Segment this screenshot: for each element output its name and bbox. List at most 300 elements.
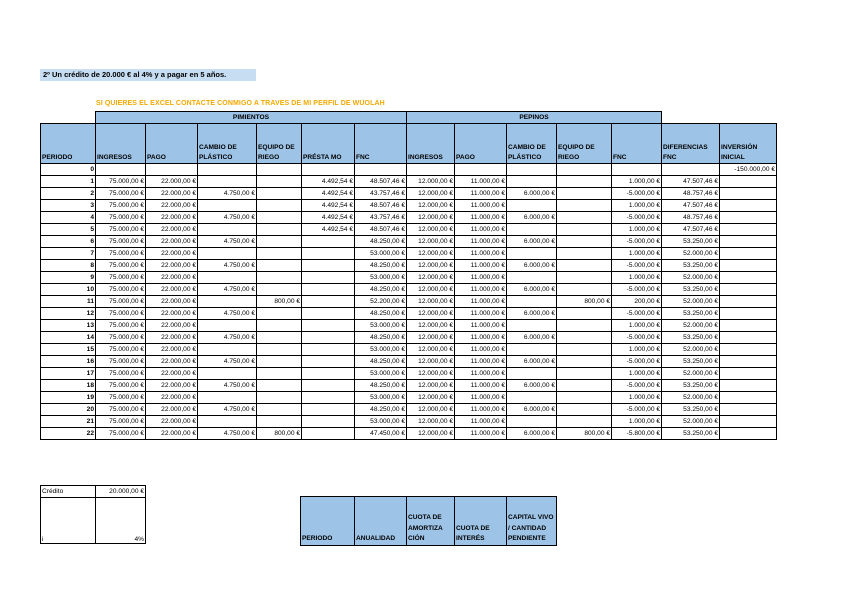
table-cell: 4.492,54 € [302, 200, 355, 212]
table-cell [257, 392, 302, 404]
table-cell [507, 164, 557, 176]
table-cell: 75.000,00 € [96, 332, 146, 344]
table-cell: 53.250,00 € [662, 284, 720, 296]
table-cell: 6.000,00 € [507, 428, 557, 440]
period-cell: 17 [41, 368, 96, 380]
table-cell: 12.000,00 € [407, 404, 455, 416]
table-cell [557, 236, 612, 248]
table-cell [257, 260, 302, 272]
table-cell: 47.450,00 € [355, 428, 407, 440]
table-cell [257, 356, 302, 368]
table-cell: 52.000,00 € [662, 296, 720, 308]
table-cell: 53.000,00 € [355, 416, 407, 428]
table-cell: 43.757,46 € [355, 188, 407, 200]
table-cell: 43.757,46 € [355, 212, 407, 224]
amortization-header: CAPITAL VIVO / CANTIDAD PENDIENTE [507, 497, 557, 546]
table-cell: 12.000,00 € [407, 284, 455, 296]
period-cell: 19 [41, 392, 96, 404]
table-cell: 1.000,00 € [612, 320, 662, 332]
table-cell: 75.000,00 € [96, 260, 146, 272]
table-cell: 11.000,00 € [455, 248, 507, 260]
table-cell: 1.000,00 € [612, 272, 662, 284]
table-cell [257, 224, 302, 236]
table-row [41, 380, 777, 392]
table-cell: 1.000,00 € [612, 416, 662, 428]
table-cell: 800,00 € [257, 296, 302, 308]
table-cell [507, 368, 557, 380]
table-cell [720, 260, 777, 272]
table-cell: 6.000,00 € [507, 380, 557, 392]
table-cell [302, 416, 355, 428]
table-cell: 1.000,00 € [612, 200, 662, 212]
table-cell: 75.000,00 € [96, 284, 146, 296]
table-cell: 22.000,00 € [146, 272, 198, 284]
table-cell: -5.000,00 € [612, 236, 662, 248]
table-cell [557, 344, 612, 356]
table-cell: 6.000,00 € [507, 212, 557, 224]
table-cell: 52.000,00 € [662, 272, 720, 284]
table-cell [507, 248, 557, 260]
cash-flow-table [40, 111, 777, 440]
rate-label: i [41, 498, 96, 544]
table-cell [302, 272, 355, 284]
table-cell: 4.750,00 € [198, 188, 257, 200]
table-cell: 11.000,00 € [455, 308, 507, 320]
column-header: PRÉSTA MO [302, 124, 355, 164]
table-cell: 11.000,00 € [455, 200, 507, 212]
table-cell [720, 416, 777, 428]
column-header: CAMBIO DE PLÁSTICO [198, 124, 257, 164]
table-cell: -5.000,00 € [612, 404, 662, 416]
table-cell [720, 428, 777, 440]
table-cell: -5.000,00 € [612, 188, 662, 200]
table-cell [302, 392, 355, 404]
table-cell [507, 416, 557, 428]
period-cell: 13 [41, 320, 96, 332]
table-cell: 75.000,00 € [96, 176, 146, 188]
table-cell [720, 296, 777, 308]
table-cell: 22.000,00 € [146, 356, 198, 368]
table-row [41, 176, 777, 188]
table-row [41, 368, 777, 380]
table-cell: 75.000,00 € [96, 296, 146, 308]
table-cell: 4.492,54 € [302, 212, 355, 224]
table-cell: 11.000,00 € [455, 224, 507, 236]
table-cell: 4.750,00 € [198, 212, 257, 224]
table-cell: 6.000,00 € [507, 308, 557, 320]
table-cell: 75.000,00 € [96, 188, 146, 200]
table-cell [257, 212, 302, 224]
table-cell: 22.000,00 € [146, 332, 198, 344]
table-cell [557, 212, 612, 224]
table-cell [507, 320, 557, 332]
table-cell: 53.250,00 € [662, 308, 720, 320]
exercise-heading: 2º Un crédito de 20.000 € al 4% y a pagar en 5 años. [40, 69, 256, 81]
rate-value: 4% [96, 498, 146, 544]
table-cell: 53.250,00 € [662, 356, 720, 368]
table-cell: 11.000,00 € [455, 380, 507, 392]
table-cell: 53.250,00 € [662, 260, 720, 272]
table-cell: 48.250,00 € [355, 332, 407, 344]
table-cell [720, 308, 777, 320]
table-cell: 53.000,00 € [355, 272, 407, 284]
table-cell: 75.000,00 € [96, 416, 146, 428]
table-cell [557, 260, 612, 272]
table-cell [302, 380, 355, 392]
table-cell [557, 404, 612, 416]
table-cell: 48.250,00 € [355, 404, 407, 416]
table-cell: 11.000,00 € [455, 236, 507, 248]
table-cell [507, 296, 557, 308]
table-cell: 800,00 € [557, 428, 612, 440]
table-cell: 22.000,00 € [146, 416, 198, 428]
table-cell [198, 320, 257, 332]
group-header-row [41, 112, 777, 124]
table-cell: 12.000,00 € [407, 188, 455, 200]
period-cell: 7 [41, 248, 96, 260]
table-cell: 6.000,00 € [507, 356, 557, 368]
table-row [41, 212, 777, 224]
table-cell: -5.000,00 € [612, 380, 662, 392]
table-cell: 1.000,00 € [612, 248, 662, 260]
table-cell [720, 212, 777, 224]
amortization-table [300, 496, 557, 546]
table-cell: 75.000,00 € [96, 236, 146, 248]
period-cell: 3 [41, 200, 96, 212]
table-cell: -150.000,00 € [720, 164, 777, 176]
table-cell [557, 176, 612, 188]
table-cell [557, 356, 612, 368]
table-cell: 4.750,00 € [198, 428, 257, 440]
table-cell [302, 332, 355, 344]
table-cell: 11.000,00 € [455, 320, 507, 332]
table-cell: 6.000,00 € [507, 188, 557, 200]
table-cell: -5.000,00 € [612, 356, 662, 368]
table-cell: 11.000,00 € [455, 344, 507, 356]
table-cell [302, 248, 355, 260]
table-cell: 22.000,00 € [146, 224, 198, 236]
table-row [41, 344, 777, 356]
table-cell: 12.000,00 € [407, 368, 455, 380]
period-cell: 20 [41, 404, 96, 416]
table-cell [198, 248, 257, 260]
table-cell: 12.000,00 € [407, 260, 455, 272]
table-cell: 11.000,00 € [455, 284, 507, 296]
column-header: FNC [612, 124, 662, 164]
table-row [41, 356, 777, 368]
period-cell: 4 [41, 212, 96, 224]
table-cell [557, 200, 612, 212]
table-cell: 12.000,00 € [407, 332, 455, 344]
table-cell: -5.000,00 € [612, 284, 662, 296]
table-cell: 4.750,00 € [198, 260, 257, 272]
table-cell [557, 224, 612, 236]
table-row [41, 332, 777, 344]
table-cell: 75.000,00 € [96, 392, 146, 404]
table-cell [257, 164, 302, 176]
table-cell [407, 164, 455, 176]
table-cell [257, 416, 302, 428]
table-cell: 22.000,00 € [146, 320, 198, 332]
table-row [41, 392, 777, 404]
table-cell [198, 296, 257, 308]
credit-amount: 20.000,00 € [96, 486, 146, 498]
table-cell [257, 308, 302, 320]
table-row [41, 236, 777, 248]
table-cell [507, 200, 557, 212]
table-cell: 52.200,00 € [355, 296, 407, 308]
table-cell: 12.000,00 € [407, 392, 455, 404]
table-cell: 53.000,00 € [355, 368, 407, 380]
table-cell: 52.000,00 € [662, 344, 720, 356]
period-cell: 18 [41, 380, 96, 392]
table-cell [720, 320, 777, 332]
table-cell [612, 164, 662, 176]
table-cell: 22.000,00 € [146, 212, 198, 224]
table-cell: 22.000,00 € [146, 308, 198, 320]
table-cell [257, 404, 302, 416]
table-cell: 4.750,00 € [198, 356, 257, 368]
table-cell: 12.000,00 € [407, 272, 455, 284]
table-cell [720, 188, 777, 200]
period-cell: 1 [41, 176, 96, 188]
table-cell: 22.000,00 € [146, 404, 198, 416]
table-cell: 22.000,00 € [146, 428, 198, 440]
table-cell: 4.750,00 € [198, 404, 257, 416]
table-cell: 75.000,00 € [96, 248, 146, 260]
table-cell: 22.000,00 € [146, 344, 198, 356]
table-cell: 12.000,00 € [407, 428, 455, 440]
table-cell: 75.000,00 € [96, 380, 146, 392]
column-header: INGRESOS [96, 124, 146, 164]
table-cell [507, 224, 557, 236]
period-cell: 5 [41, 224, 96, 236]
column-header: DIFERENCIAS FNC [662, 124, 720, 164]
table-cell: 22.000,00 € [146, 200, 198, 212]
table-cell [557, 368, 612, 380]
table-cell [557, 320, 612, 332]
table-cell: 75.000,00 € [96, 320, 146, 332]
table-cell: 11.000,00 € [455, 272, 507, 284]
table-cell [198, 224, 257, 236]
table-cell: 22.000,00 € [146, 284, 198, 296]
table-cell: 6.000,00 € [507, 260, 557, 272]
table-cell [257, 176, 302, 188]
table-cell [257, 272, 302, 284]
table-row [41, 320, 777, 332]
table-cell: 75.000,00 € [96, 356, 146, 368]
table-cell: 800,00 € [557, 296, 612, 308]
table-cell: 53.000,00 € [355, 344, 407, 356]
table-row [41, 200, 777, 212]
table-cell: 4.750,00 € [198, 236, 257, 248]
table-cell: 52.000,00 € [662, 416, 720, 428]
table-cell [720, 404, 777, 416]
table-cell: 11.000,00 € [455, 392, 507, 404]
table-cell: 12.000,00 € [407, 320, 455, 332]
table-cell [302, 404, 355, 416]
column-header: CAMBIO DE PLÁSTICO [507, 124, 557, 164]
table-row [41, 308, 777, 320]
table-cell: 53.250,00 € [662, 380, 720, 392]
period-cell: 8 [41, 260, 96, 272]
column-header-row [41, 124, 777, 164]
table-cell [720, 284, 777, 296]
table-cell: 22.000,00 € [146, 380, 198, 392]
table-cell: 48.507,46 € [355, 200, 407, 212]
table-body [41, 164, 777, 440]
table-cell [257, 320, 302, 332]
table-cell: 800,00 € [257, 428, 302, 440]
table-row [41, 416, 777, 428]
table-cell [302, 356, 355, 368]
table-row [41, 248, 777, 260]
column-header: PAGO [455, 124, 507, 164]
table-cell: 47.507,46 € [662, 200, 720, 212]
table-cell: 12.000,00 € [407, 236, 455, 248]
table-cell: 12.000,00 € [407, 344, 455, 356]
period-cell: 21 [41, 416, 96, 428]
table-cell: 75.000,00 € [96, 368, 146, 380]
table-cell: 12.000,00 € [407, 296, 455, 308]
table-cell [302, 296, 355, 308]
table-cell [302, 428, 355, 440]
table-cell: 11.000,00 € [455, 404, 507, 416]
table-cell: 53.250,00 € [662, 332, 720, 344]
table-cell: 12.000,00 € [407, 308, 455, 320]
period-cell: 0 [41, 164, 96, 176]
table-cell [198, 272, 257, 284]
table-cell: 11.000,00 € [455, 176, 507, 188]
table-cell [302, 164, 355, 176]
table-cell [198, 416, 257, 428]
table-cell: 75.000,00 € [96, 344, 146, 356]
table-cell: 12.000,00 € [407, 248, 455, 260]
table-row [41, 428, 777, 440]
group-pepinos: PEPINOS [407, 112, 662, 124]
table-cell: 75.000,00 € [96, 404, 146, 416]
period-cell: 22 [41, 428, 96, 440]
table-cell: 4.750,00 € [198, 332, 257, 344]
amortization-header-row [301, 497, 557, 546]
table-cell: 11.000,00 € [455, 296, 507, 308]
period-cell: 6 [41, 236, 96, 248]
column-header: EQUIPO DE RIEGO [557, 124, 612, 164]
table-cell: -5.800,00 € [612, 428, 662, 440]
table-cell [257, 344, 302, 356]
credit-table [40, 485, 146, 544]
table-cell: 22.000,00 € [146, 188, 198, 200]
table-cell: 22.000,00 € [146, 248, 198, 260]
table-cell: 22.000,00 € [146, 296, 198, 308]
amortization-header: CUOTA DE AMORTIZA CIÓN [407, 497, 455, 546]
table-cell: 75.000,00 € [96, 272, 146, 284]
table-cell [720, 380, 777, 392]
table-cell [507, 392, 557, 404]
table-row [41, 404, 777, 416]
table-cell [507, 272, 557, 284]
table-cell: 200,00 € [612, 296, 662, 308]
table-cell: 1.000,00 € [612, 368, 662, 380]
table-cell [557, 188, 612, 200]
amortization-header: PERIODO [301, 497, 355, 546]
table-cell: 48.250,00 € [355, 284, 407, 296]
table-cell: 4.492,54 € [302, 224, 355, 236]
table-cell [257, 380, 302, 392]
table-cell: 75.000,00 € [96, 200, 146, 212]
table-cell: -5.000,00 € [612, 212, 662, 224]
table-cell: 11.000,00 € [455, 368, 507, 380]
table-cell: 47.507,46 € [662, 176, 720, 188]
table-cell: 12.000,00 € [407, 416, 455, 428]
table-cell: 75.000,00 € [96, 308, 146, 320]
column-header: INVERSIÓN INICIAL [720, 124, 777, 164]
table-cell: 6.000,00 € [507, 404, 557, 416]
amortization-header: ANUALIDAD [355, 497, 407, 546]
table-cell: 6.000,00 € [507, 284, 557, 296]
column-header: PERIODO [41, 124, 96, 164]
table-cell [720, 356, 777, 368]
table-cell [302, 284, 355, 296]
table-cell [257, 248, 302, 260]
table-cell [557, 164, 612, 176]
period-cell: 14 [41, 332, 96, 344]
period-cell: 2 [41, 188, 96, 200]
column-header: EQUIPO DE RIEGO [257, 124, 302, 164]
table-cell [302, 344, 355, 356]
table-cell: 22.000,00 € [146, 236, 198, 248]
table-row [41, 224, 777, 236]
group-spacer [662, 112, 777, 124]
table-cell [720, 200, 777, 212]
table-cell [257, 332, 302, 344]
table-cell [662, 164, 720, 176]
table-cell: 53.250,00 € [662, 236, 720, 248]
table-cell: 22.000,00 € [146, 368, 198, 380]
group-pimientos: PIMIENTOS [96, 112, 407, 124]
table-cell: 48.507,46 € [355, 224, 407, 236]
table-cell: 48.250,00 € [355, 380, 407, 392]
table-cell [720, 272, 777, 284]
table-cell: 48.250,00 € [355, 260, 407, 272]
table-cell [557, 284, 612, 296]
table-cell: 12.000,00 € [407, 224, 455, 236]
period-cell: 11 [41, 296, 96, 308]
table-cell: -5.000,00 € [612, 260, 662, 272]
table-cell: 52.000,00 € [662, 248, 720, 260]
table-cell: 12.000,00 € [407, 176, 455, 188]
table-cell: 1.000,00 € [612, 224, 662, 236]
period-cell: 9 [41, 272, 96, 284]
table-row [41, 188, 777, 200]
table-cell [257, 188, 302, 200]
promo-text: SI QUIERES EL EXCEL CONTACTE CONMIGO A TRAVES DE MI PERFIL DE WUOLAH [96, 100, 385, 107]
credit-label: Crédito [41, 486, 96, 498]
table-cell [507, 344, 557, 356]
table-cell [720, 368, 777, 380]
table-cell: 1.000,00 € [612, 176, 662, 188]
period-cell: 15 [41, 344, 96, 356]
table-cell: 52.000,00 € [662, 368, 720, 380]
table-cell: 1.000,00 € [612, 344, 662, 356]
table-cell [302, 308, 355, 320]
table-cell [507, 176, 557, 188]
table-cell: 11.000,00 € [455, 332, 507, 344]
table-cell: 6.000,00 € [507, 236, 557, 248]
table-cell [257, 284, 302, 296]
table-cell [720, 332, 777, 344]
table-cell [257, 236, 302, 248]
